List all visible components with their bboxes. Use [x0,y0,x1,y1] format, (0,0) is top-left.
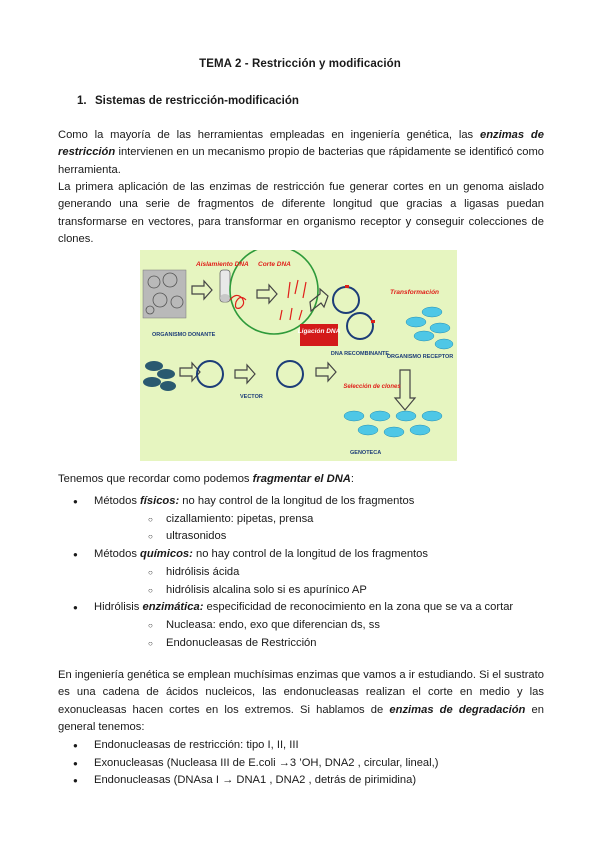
enzyme-item: ● Endonucleasas de restricción: tipo I, II, III [58,737,558,755]
method-subitem: ○ hidrólisis alcalina solo si es apurínico AP [94,582,558,600]
p3-text-a: En ingeniería genética se emplean muchísimas enzimas que vamos a ir estudiando. Si el sustrato es una cadena de ácidos nucleicos, las endonucleasas realizan el corte en medio y las exonucleasas hacen cortes en los extremos. Si hablamos de [58,669,544,716]
paragraph-enzymes [58,667,544,737]
p1-emphasis: enzimas de restricción [58,129,544,159]
label-transformacion: Transformación [390,289,440,296]
method-sublist [94,511,558,546]
method-sublist [94,617,558,652]
paragraph-first-application: La primera aplicación de las enzimas de restricción fue generar cortes en un genoma aislado generando una serie de fragmentos de diferente longitud que gracias a ligasas puedan transformarse en vectores, para transformar en organismo receptor y conseguir colecciones de clones. [58,181,544,246]
micrograph-image [143,270,186,318]
intro-emphasis: fragmentar el DNA [252,473,351,485]
method-type: químicos: [140,548,193,561]
label-seleccion: Selección de clones [343,384,401,390]
fragment-intro [58,473,354,485]
intro-text-c: : [350,473,354,485]
methods-list [58,493,558,652]
test-tube-icon [220,270,230,302]
enzyme-item: ● Exonucleasas (Nucleasa III de E.coli →3 ’OH, DNA2 , circular, lineal,) [58,755,558,773]
intro-text-a: Tenemos que recordar como podemos [58,473,253,485]
method-type: físicos: [140,495,180,507]
label-organismo-receptor: ORGANISMO RECEPTOR [386,354,454,360]
restriction-cloning-figure [140,250,457,461]
method-prefix: Métodos [94,495,141,507]
label-corte: Corte DNA [258,261,291,268]
p3-emphasis: enzimas de degradación [389,703,526,716]
label-vector: VECTOR [240,394,263,400]
method-subitem: ○ Endonucleasas de Restricción [94,635,558,653]
page-title: TEMA 2 - Restricción y modificación [199,58,401,70]
method-item [58,599,558,652]
method-description: no hay control de la longitud de los fragmentos [192,548,428,561]
section-label: Sistemas de restricción-modificación [95,95,299,107]
p3-text-c: en general tenemos: [58,703,544,734]
p1-text-a: Como la mayoría de las herramientas empleadas en ingeniería genética, las [58,129,480,141]
method-item [58,546,558,599]
method-subitem: ○ cizallamiento: pipetas, prensa [94,511,558,529]
method-subitem: ○ Nucleasa: endo, exo que diferencian ds, ss [94,617,558,635]
label-genoteca: GENOTECA [350,450,382,456]
method-prefix: Hidrólisis [94,601,143,614]
method-type: enzimática: [142,601,204,614]
method-description: no hay control de la longitud de los fragmentos [179,495,415,507]
method-sublist [94,564,558,599]
enzymes-list [58,737,558,790]
label-dna-recombinante: DNA RECOMBINANTE [330,351,390,357]
label-organismo-donante: ORGANISMO DONANTE [152,332,216,338]
paragraph-intro [58,127,544,179]
method-subitem: ○ ultrasonidos [94,528,558,546]
p1-text-c: intervienen en un mecanismo propio de bacterias que rápidamente se identificó como herramienta. [58,146,544,176]
method-item [58,493,558,546]
label-aislamiento: Aislamiento DNA [196,261,249,268]
method-description: especificidad de reconocimiento en la zona que se va a cortar [203,601,514,614]
method-prefix: Métodos [94,548,141,561]
section-heading [77,95,299,107]
method-subitem: ○ hidrólisis ácida [94,564,558,582]
label-ligacion: Ligación DNA [297,328,341,335]
section-number: 1. [77,95,87,107]
enzyme-item: ● Endonucleasas (DNAsa I → DNA1 , DNA2 , detrás de pirimidina) [58,772,558,790]
